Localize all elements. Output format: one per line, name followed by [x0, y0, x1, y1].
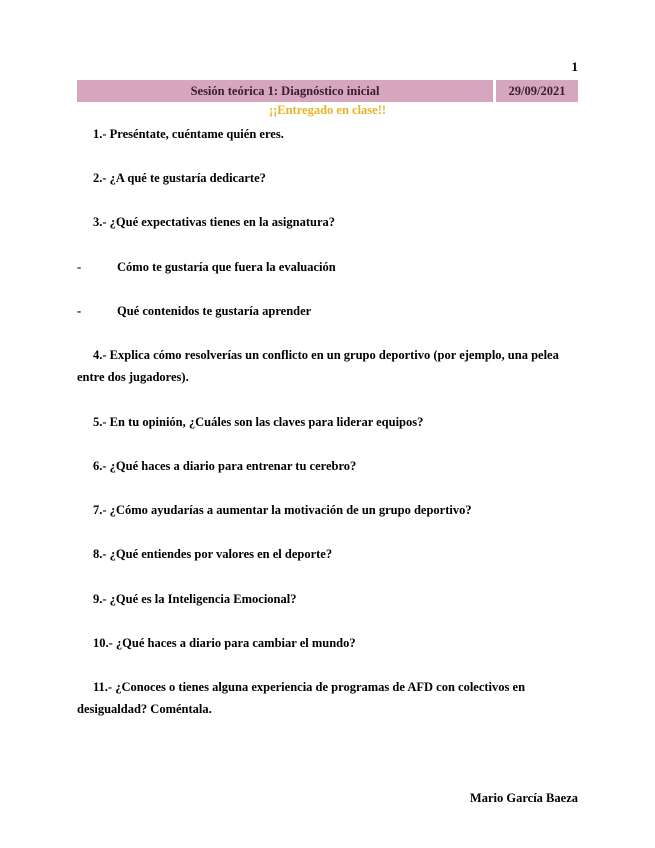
- bullet-dash: -: [77, 304, 82, 318]
- subitem-text: Qué contenidos te gustaría aprender: [117, 304, 312, 318]
- subitem-text: Cómo te gustaría que fuera la evaluación: [117, 260, 336, 274]
- header-bar: [77, 80, 578, 102]
- author-name: Mario García Baeza: [469, 791, 578, 805]
- question-7: 7.- ¿Cómo ayudarías a aumentar la motivación de un grupo deportivo?: [93, 503, 472, 517]
- question-9: 9.- ¿Qué es la Inteligencia Emocional?: [93, 592, 297, 606]
- session-date: 29/09/2021: [496, 80, 578, 102]
- bullet-dash: -: [77, 260, 82, 274]
- question-3: 3.- ¿Qué expectativas tienes en la asignatura?: [93, 215, 335, 229]
- question-11: 11.- ¿Conoces o tienes alguna experiencia de programas de AFD con colectivos en desigualdad? Coméntala.: [77, 680, 526, 716]
- question-5: 5.- En tu opinión, ¿Cuáles son las claves para liderar equipos?: [93, 415, 424, 429]
- question-8: 8.- ¿Qué entiendes por valores en el deporte?: [93, 547, 333, 561]
- delivered-notice: ¡¡Entregado en clase!!: [268, 103, 387, 117]
- page-number: 1: [571, 59, 578, 74]
- question-4: 4.- Explica cómo resolverías un conflicto en un grupo deportivo (por ejemplo, una pelea entre dos jugadores).: [77, 348, 559, 384]
- question-2: 2.- ¿A qué te gustaría dedicarte?: [93, 171, 266, 185]
- question-6: 6.- ¿Qué haces a diario para entrenar tu cerebro?: [93, 459, 357, 473]
- session-title: Sesión teórica 1: Diagnóstico inicial: [77, 80, 493, 102]
- question-10: 10.- ¿Qué haces a diario para cambiar el mundo?: [93, 636, 356, 650]
- question-1: 1.- Preséntate, cuéntame quién eres.: [93, 127, 284, 141]
